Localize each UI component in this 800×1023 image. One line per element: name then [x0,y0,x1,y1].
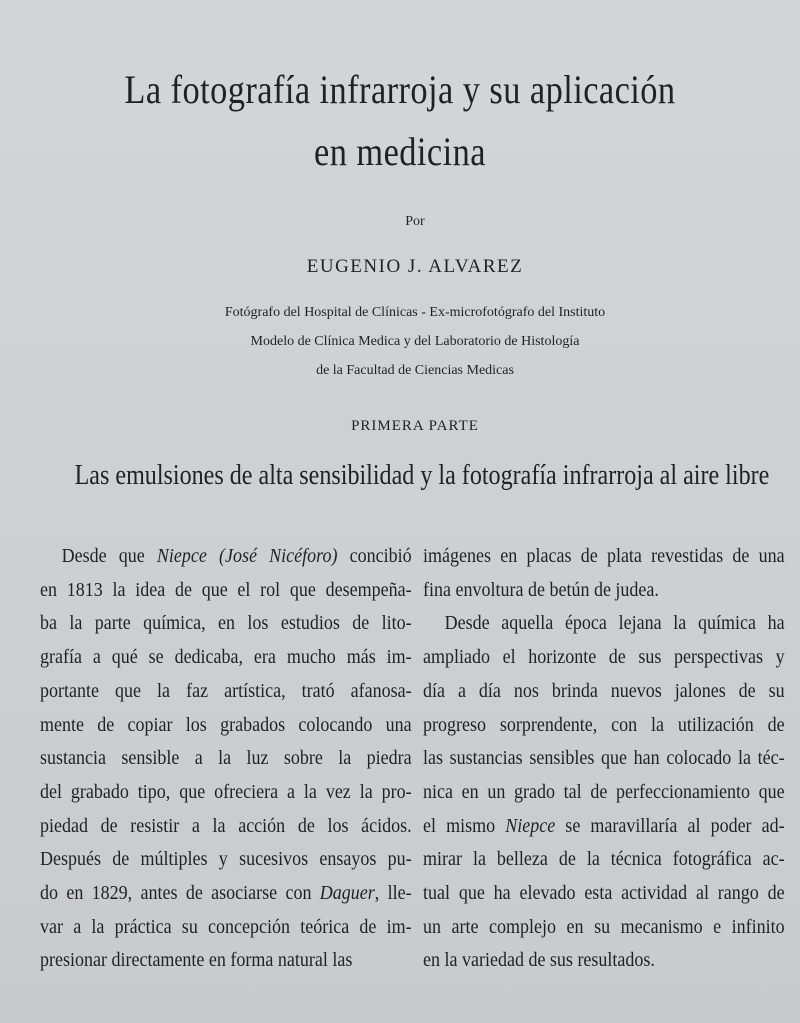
text-line: Desde aquella época lejana la química ha [444,612,785,635]
title-line-2: en medicina [314,128,486,174]
text-line: imágenes en placas de plata revestidas de una [423,545,785,567]
text-line: fina envoltura de betún de judea. [423,578,659,601]
text-line: var a la práctica su concepción teórica de im- [40,915,412,938]
text-line: grafía a qué se dedicaba, era mucho más im- [40,646,412,669]
text-line: do en 1829, antes de asociarse con Daguer, lle- [40,882,412,905]
article-title [90,59,709,183]
text-line: ampliado el horizonte de sus perspectivas y [423,646,785,669]
author-affiliation [0,298,800,385]
title-line-1: La fotografía infrarroja y su aplicación [124,66,676,112]
text-line: del grabado tipo, que ofreciera a la vez la pro- [40,780,412,803]
text-line: portante que la faz artística, trató afanosa- [40,679,412,702]
italic-name: Niepce (José Nicéforo) [156,545,338,567]
left-column [40,540,412,978]
italic-name: Daguer [319,882,375,905]
text-line: en la variedad de sus resultados. [423,949,655,972]
text-line: progreso sorprendente, con la utilización de [423,713,785,736]
affiliation-line-1: Fotógrafo del Hospital de Clínicas - Ex-microfotógrafo del Instituto [224,305,606,320]
byline: Por [405,214,425,229]
italic-name: Niepce [505,814,556,837]
part-heading: PRIMERA PARTE [351,418,479,434]
text-line: Desde que Niepce (José Nicéforo) concibió [61,545,412,567]
text-line: sustancia sensible a la luz sobre la piedra [40,747,412,770]
text-line: las sustancias sensibles que han colocado la téc- [423,747,785,770]
text-line: presionar directamente en forma natural las [40,949,353,972]
text-line: nica en un grado tal de perfeccionamiento que [423,780,785,803]
affiliation-line-2: Modelo de Clínica Medica y del Laboratorio de Histología [250,334,580,349]
text-line: un arte complejo en su mecanismo e infinito [423,915,785,938]
text-line: mente de copiar los grabados colocando una [40,713,412,736]
text-line: mirar la belleza de la técnica fotográfica ac- [423,848,785,871]
text-line: ba la parte química, en los estudios de lito- [40,612,412,635]
text-line: Después de múltiples y sucesivos ensayos pu- [40,848,412,871]
right-column [423,540,785,978]
text-line: el mismo Niepce se maravillaría al poder ad- [423,814,785,837]
author-name: EUGENIO J. ALVAREZ [306,256,524,277]
text-line: día a día nos brinda nuevos jalones de su [423,679,785,702]
text-line: piedad de resistir a la acción de los ácidos. [40,814,412,837]
affiliation-line-3: de la Facultad de Ciencias Medicas [316,363,514,378]
text-line: en 1813 la idea de que el rol que desempeña- [40,578,412,601]
section-subtitle: Las emulsiones de alta sensibilidad y la fotografía infrarroja al aire libre [74,460,770,491]
text-line: tual que ha elevado esta actividad al rango de [423,882,785,905]
